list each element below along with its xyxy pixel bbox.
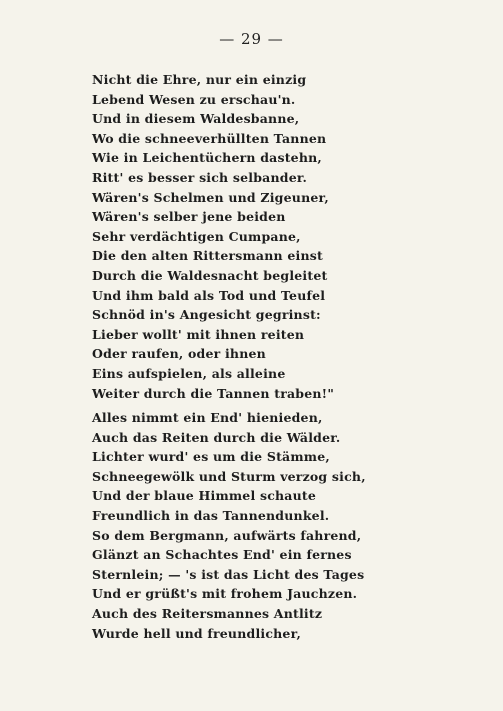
verse-line: Lieber wollt' mit ihnen reiten (92, 326, 305, 342)
verse-line: So dem Bergmann, aufwärts fahrend, (92, 527, 362, 543)
verse-line: Wie in Leichentüchern dastehn, (92, 150, 322, 166)
verse-line: Wären's selber jene beiden (92, 209, 286, 225)
verse-line: Nicht die Ehre, nur ein einzig (92, 72, 307, 87)
page-number: — 29 — (219, 30, 284, 48)
verse-line: Weiter durch die Tannen traben!" (92, 385, 335, 401)
verse-line: Eins aufspielen, als alleine (92, 365, 286, 381)
verse-line: Und ihm bald als Tod und Teufel (92, 287, 326, 303)
verse-line: Lichter wurd' es um die Stämme, (92, 449, 330, 465)
verse-line: Wurde hell und freundlicher, (92, 625, 302, 641)
stanza-1 (92, 70, 432, 403)
verse-line: Sehr verdächtigen Cumpane, (92, 228, 301, 244)
verse-line: Schneegewölk und Sturm verzog sich, (92, 468, 366, 484)
verse-line: Oder raufen, oder ihnen (92, 346, 266, 362)
verse-line: Freundlich in das Tannendunkel. (92, 507, 330, 523)
verse-line: Lebend Wesen zu erschau'n. (92, 91, 296, 107)
verse-line: Schnöd in's Angesicht gegrinst: (92, 307, 321, 323)
verse-line: Glänzt an Schachtes End' ein fernes (92, 547, 352, 563)
verse-line: Ritt' es besser sich selbander. (92, 169, 308, 185)
verse-line: Durch die Waldesnacht begleitet (92, 267, 328, 283)
verse-line: Auch das Reiten durch die Wälder. (92, 429, 341, 445)
verse-line: Wären's Schelmen und Zigeuner, (92, 189, 329, 205)
verse-line: Wo die schneeverhüllten Tannen (92, 130, 327, 146)
verse-line: Die den alten Rittersmann einst (92, 248, 323, 264)
verse-line: Und der blaue Himmel schaute (92, 488, 317, 504)
verse-line: Und er grüßt's mit frohem Jauchzen. (92, 586, 358, 602)
verse-line: Alles nimmt ein End' hienieden, (92, 410, 323, 425)
verse-line: Auch des Reitersmannes Antlitz (92, 605, 323, 621)
verse-line: Sternlein; — 's ist das Licht des Tages (92, 566, 365, 582)
stanza-2 (92, 408, 432, 643)
verse-line: Und in diesem Waldesbanne, (92, 111, 300, 127)
